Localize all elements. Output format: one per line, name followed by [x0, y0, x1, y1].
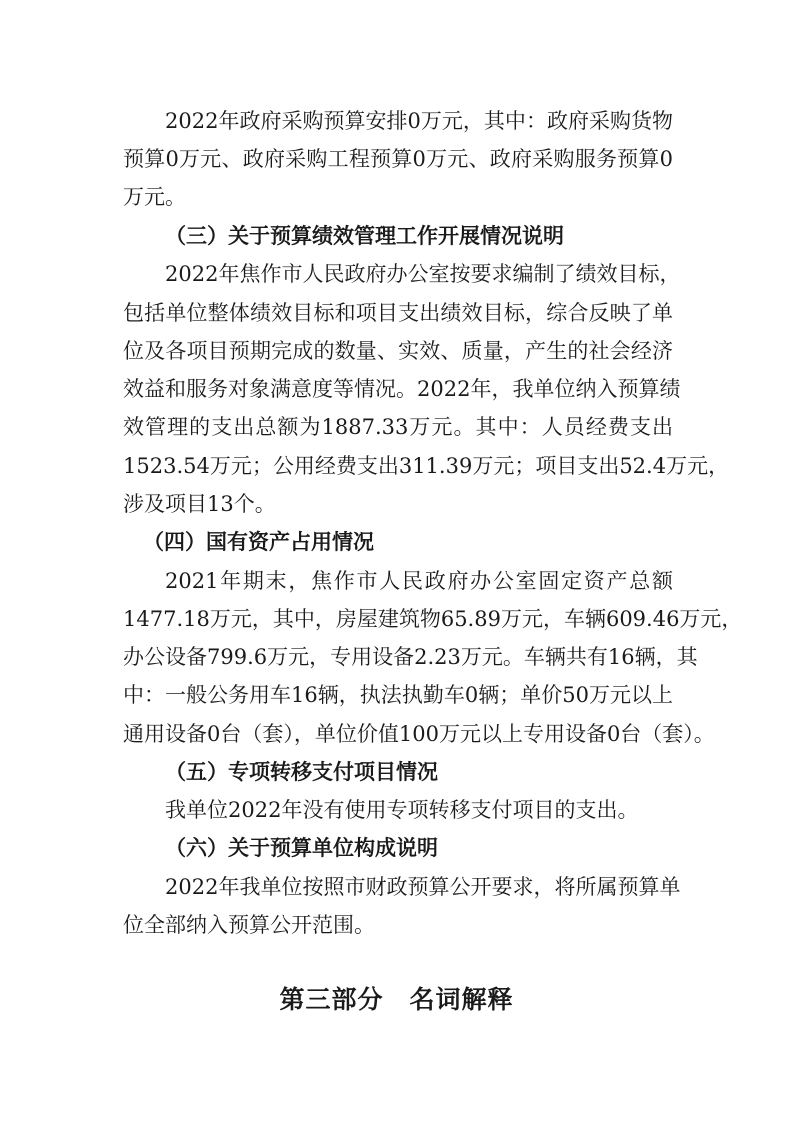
paragraph-line: 通用设备0台（套），单位价值100万元以上专用设备0台（套）。: [123, 722, 715, 746]
paragraph-line: 预算0万元、政府采购工程预算0万元、政府采购服务预算0: [123, 147, 673, 171]
paragraph-line: 效益和服务对象满意度等情况。2022年，我单位纳入预算绩: [123, 377, 681, 401]
paragraph-line: 包括单位整体绩效目标和项目支出绩效目标，综合反映了单: [123, 301, 673, 325]
paragraph-line: 办公设备799.6万元，专用设备2.23万元。车辆共有16辆，其: [123, 645, 698, 669]
paragraph-line: 位及各项目预期完成的数量、实效、质量，产生的社会经济: [123, 339, 673, 363]
section-heading: （四）国有资产占用情况: [143, 529, 374, 554]
paragraph-line: 万元。: [123, 185, 186, 209]
paragraph-line: 1523.54万元；公用经费支出311.39万元；项目支出52.4万元，: [123, 454, 730, 478]
paragraph-line: 2022年焦作市人民政府办公室按要求编制了绩效目标，: [165, 262, 681, 286]
paragraph-line: 1477.18万元，其中，房屋建筑物65.89万元，车辆609.46万元，: [123, 607, 743, 631]
section-heading: （五）专项转移支付项目情况: [165, 759, 438, 784]
paragraph-line: 涉及项目13个。: [123, 492, 276, 516]
paragraph-line: 2022年我单位按照市财政预算公开要求，将所属预算单: [165, 875, 681, 899]
paragraph-line: 效管理的支出总额为1887.33万元。其中：人员经费支出: [123, 415, 673, 439]
paragraph-line: 2022年政府采购预算安排0万元，其中：政府采购货物: [165, 109, 673, 133]
paragraph-line: 中：一般公务用车16辆，执法执勤车0辆；单价50万元以上: [123, 683, 673, 707]
section-heading: （六）关于预算单位构成说明: [165, 835, 438, 860]
paragraph-line: 2021年期末，焦作市人民政府办公室固定资产总额: [165, 569, 673, 593]
paragraph-line: 我单位2022年没有使用专项转移支付项目的支出。: [165, 798, 639, 822]
paragraph-line: 位全部纳入预算公开范围。: [123, 913, 375, 937]
part-title: 第三部分 名词解释: [279, 985, 514, 1014]
section-heading: （三）关于预算绩效管理工作开展情况说明: [165, 223, 564, 248]
